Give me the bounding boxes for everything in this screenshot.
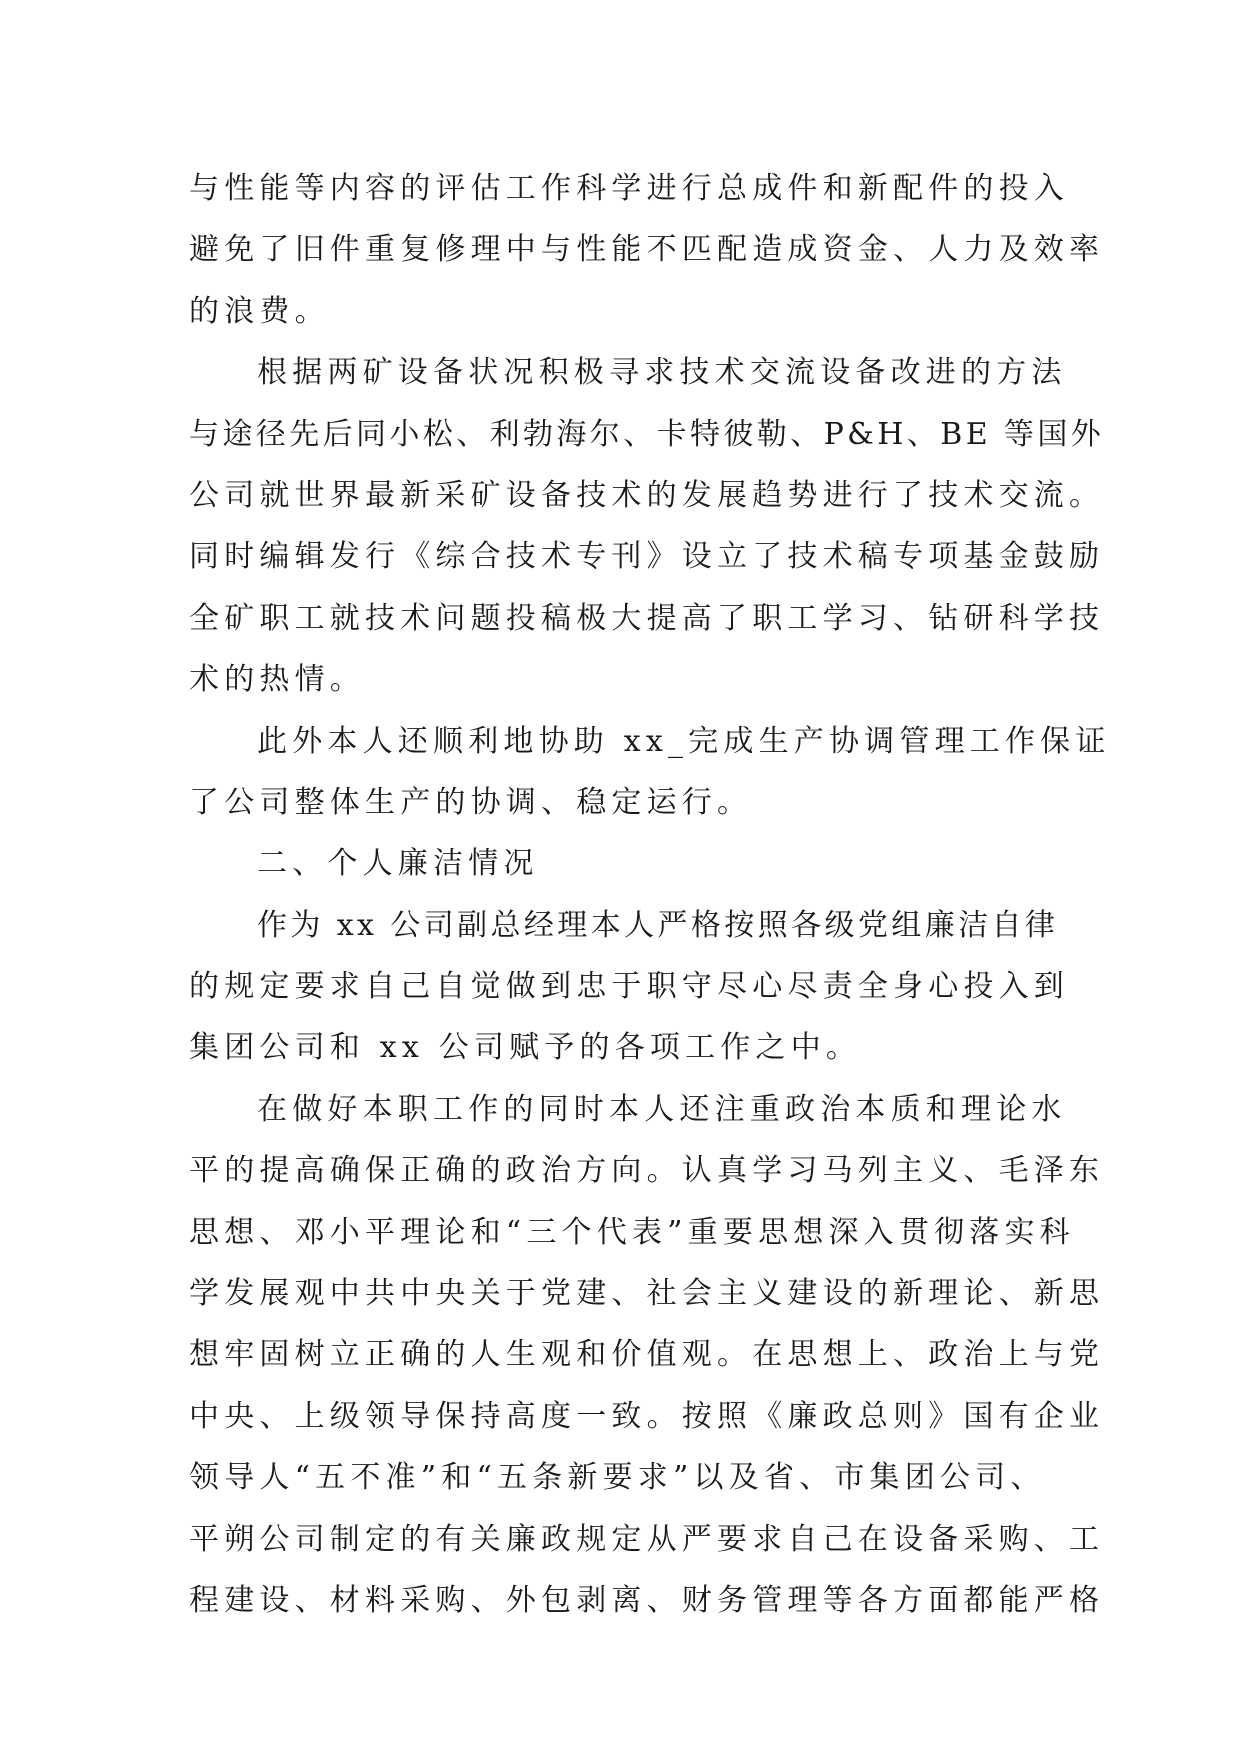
text-line: 思想、邓小平理论和“三个代表”重要思想深入贯彻落实科 — [189, 1214, 1075, 1250]
text-line: 术的热情。 — [189, 662, 365, 698]
text-line: 集团公司和 xx 公司赋予的各项工作之中。 — [189, 1030, 862, 1066]
paragraph-first-line: 在做好本职工作的同时本人还注重政治本质和理论水 — [257, 1091, 1067, 1127]
section-heading: 二、个人廉洁情况 — [257, 846, 539, 882]
document-body — [189, 158, 1111, 1631]
text-line: 平朔公司制定的有关廉政规定从严要求自己在设备采购、工 — [189, 1521, 1105, 1557]
text-line: 避免了旧件重复修理中与性能不匹配造成资金、人力及效率 — [189, 232, 1105, 268]
text-line: 程建设、材料采购、外包剥离、财务管理等各方面都能严格 — [189, 1582, 1105, 1618]
paragraph-first-line: 此外本人还顺利地协助 xx_完成生产协调管理工作保证 — [257, 723, 1111, 759]
text-line: 想牢固树立正确的人生观和价值观。在思想上、政治上与党 — [189, 1337, 1105, 1373]
paragraph-first-line: 根据两矿设备状况积极寻求技术交流设备改进的方法 — [257, 355, 1067, 391]
text-line: 领导人“五不准”和“五条新要求”以及省、市集团公司、 — [189, 1460, 1046, 1496]
text-line: 与性能等内容的评估工作科学进行总成件和新配件的投入 — [189, 171, 1069, 206]
text-line: 了公司整体生产的协调、稳定运行。 — [189, 784, 753, 820]
text-line: 与途径先后同小松、利勃海尔、卡特彼勒、P&H、BE 等国外 — [189, 416, 1105, 452]
paragraph-first-line: 作为 xx 公司副总经理本人严格按照各级党组廉洁自律 — [257, 907, 1059, 943]
text-line: 全矿职工就技术问题投稿极大提高了职工学习、钻研科学技 — [189, 600, 1105, 636]
text-line: 公司就世界最新采矿设备技术的发展趋势进行了技术交流。 — [189, 477, 1105, 513]
text-line: 的规定要求自己自觉做到忠于职守尽心尽责全身心投入到 — [189, 969, 1069, 1005]
text-line: 中央、上级领导保持高度一致。按照《廉政总则》国有企业 — [189, 1398, 1105, 1434]
text-line: 学发展观中共中央关于党建、社会主义建设的新理论、新思 — [189, 1276, 1105, 1312]
text-line: 平的提高确保正确的政治方向。认真学习马列主义、毛泽东 — [189, 1153, 1105, 1189]
text-line: 同时编辑发行《综合技术专刊》设立了技术稿专项基金鼓励 — [189, 539, 1105, 575]
text-line: 的浪费。 — [189, 293, 330, 329]
